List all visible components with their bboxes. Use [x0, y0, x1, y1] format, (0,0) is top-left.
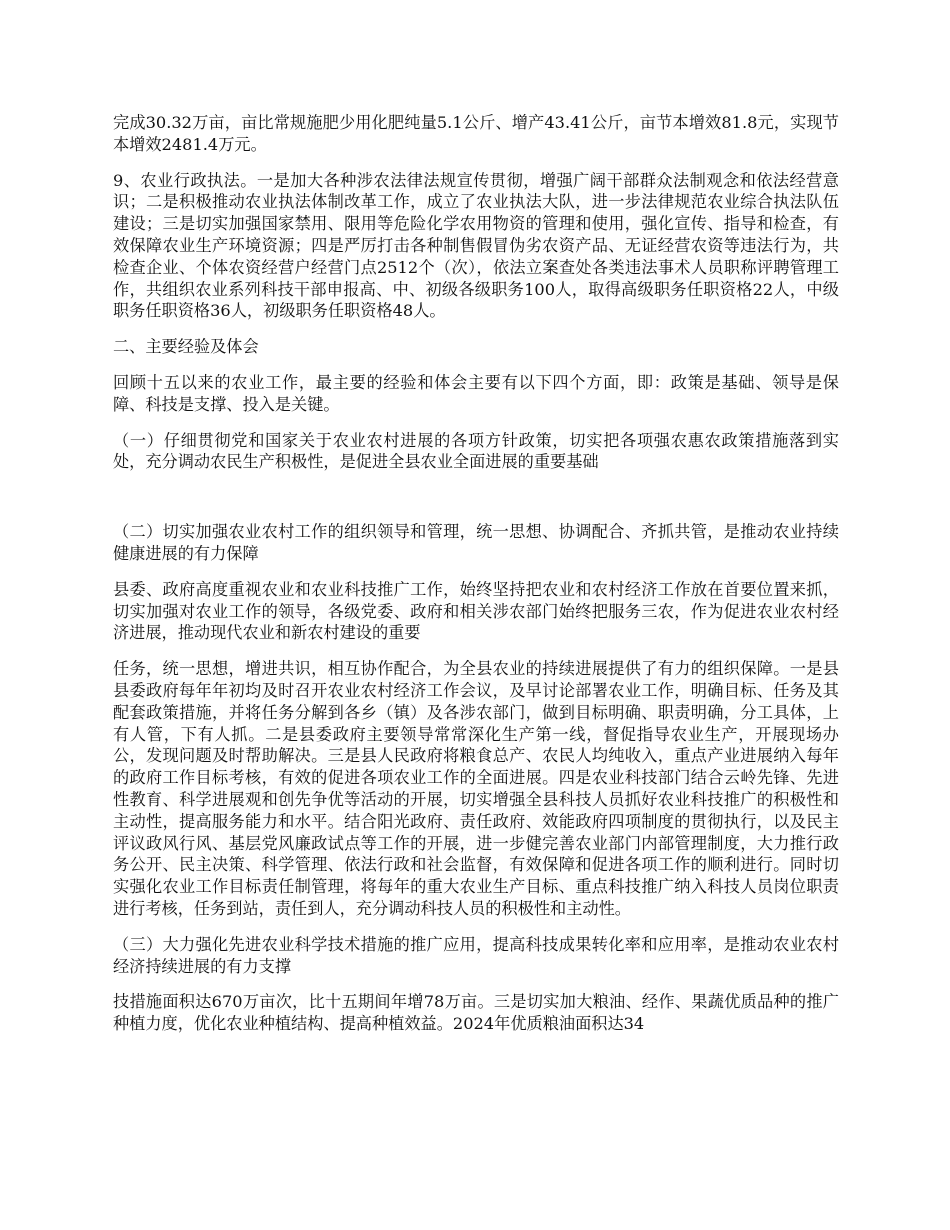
section-heading-main-experience: 二、主要经验及体会 [113, 337, 259, 357]
paragraph-technical-measures: 技措施面积达670万亩次，比十五期间年增78万亩。三是切实加大粮油、经作、果蔬优质品种的推广种植力度，优化农业种植结构、提高种植效益。2024年优质粮油面积达34 [113, 992, 839, 1034]
paragraph-fertilizer-results: 完成30.32万亩，亩比常规施肥少用化肥纯量5.1公斤、增产43.41公斤，亩节本增效81.8元，实现节本增效2481.4万元。 [113, 113, 839, 154]
subheading-leadership-guarantee: （二）切实加强农业农村工作的组织领导和管理，统一思想、协调配合、齐抓共管，是推动农业持续健康进展的有力保障 [113, 522, 839, 563]
document-page [113, 112, 839, 1049]
paragraph-review-summary: 回顾十五以来的农业工作，最主要的经验和体会主要有以下四个方面，即：政策是基础、领导是保障、科技是支撑、投入是关键。 [113, 372, 839, 414]
subheading-technology-support: （三）大力强化先进农业科学技术措施的推广应用，提高科技成果转化率和应用率，是推动农业农村经济持续进展的有力支撑 [113, 934, 839, 976]
subheading-policy-foundation: （一）仔细贯彻党和国家关于农业农村进展的各项方针政策，切实把各项强农惠农政策措施落到实处，充分调动农民生产积极性，是促进全县农业全面进展的重要基础 [113, 430, 839, 472]
paragraph-unified-thinking: 任务，统一思想，增进共识，相互协作配合，为全县农业的持续进展提供了有力的组织保障。一是县县委政府每年年初均及时召开农业农村经济工作会议，及早讨论部署农业工作，明确目标、任务及其配套政策措施，并将任务分解到各乡（镇）及各涉农部门，做到目标明确、职责明确，分工具体，上有人管，下有人抓。二是县委政府主要领导常常深化生产第一线，督促指导农业生产，开展现场办公，发现问题及时帮助解决。三是县人民政府将粮食总产、农民人均纯收入，重点产业进展纳入每年的政府工作目标考核，有效的促进各项农业工作的全面进展。四是农业科技部门结合云岭先锋、先进性教育、科学进展观和创先争优等活动的开展，切实增强全县科技人员抓好农业科技推广的积极性和主动性，提高服务能力和水平。结合阳光政府、责任政府、效能政府四项制度的贯彻执行，以及民主评议政风行风、基层党风廉政试点等工作的开展，进一步健完善农业部门内部管理制度，大力推行政务公开、民主决策、科学管理、依法行政和社会监督，有效保障和促进各项工作的顺利进行。同时切实强化农业工作目标责任制管理，将每年的重大农业生产目标、重点科技推广纳入科技人员岗位职责进行考核，任务到站，责任到人，充分调动科技人员的积极性和主动性。 [113, 659, 839, 918]
paragraph-agricultural-law-enforcement: 9、农业行政执法。一是加大各种涉农法律法规宣传贯彻，增强广阔干部群众法制观念和依法经营意识；二是积极推动农业执法体制改革工作，成立了农业执法大队，进一步法律规范农业综合执法队伍建设；三是切实加强国家禁用、限用等危险化学农用物资的管理和使用，强化宣传、指导和检查，有效保障农业生产环境资源；四是严厉打击各种制售假冒伪劣农资产品、无证经营农资等违法行为，共检查企业、个体农资经营户经营门点2512个（次），依法立案查处各类违法事术人员职称评聘管理工作，共组织农业系列科技干部申报高、中、初级各级职务100人，取得高级职务任职资格22人，中级职务任职资格36人，初级职务任职资格48人。 [113, 170, 839, 321]
paragraph-county-committee: 县委、政府高度重视农业和农业科技推广工作，始终坚持把农业和农村经济工作放在首要位置来抓，切实加强对农业工作的领导，各级党委、政府和相关涉农部门始终把服务三农，作为促进农业农村经济进展，推动现代农业和新农村建设的重要 [113, 579, 839, 643]
blank-spacer [113, 487, 839, 521]
